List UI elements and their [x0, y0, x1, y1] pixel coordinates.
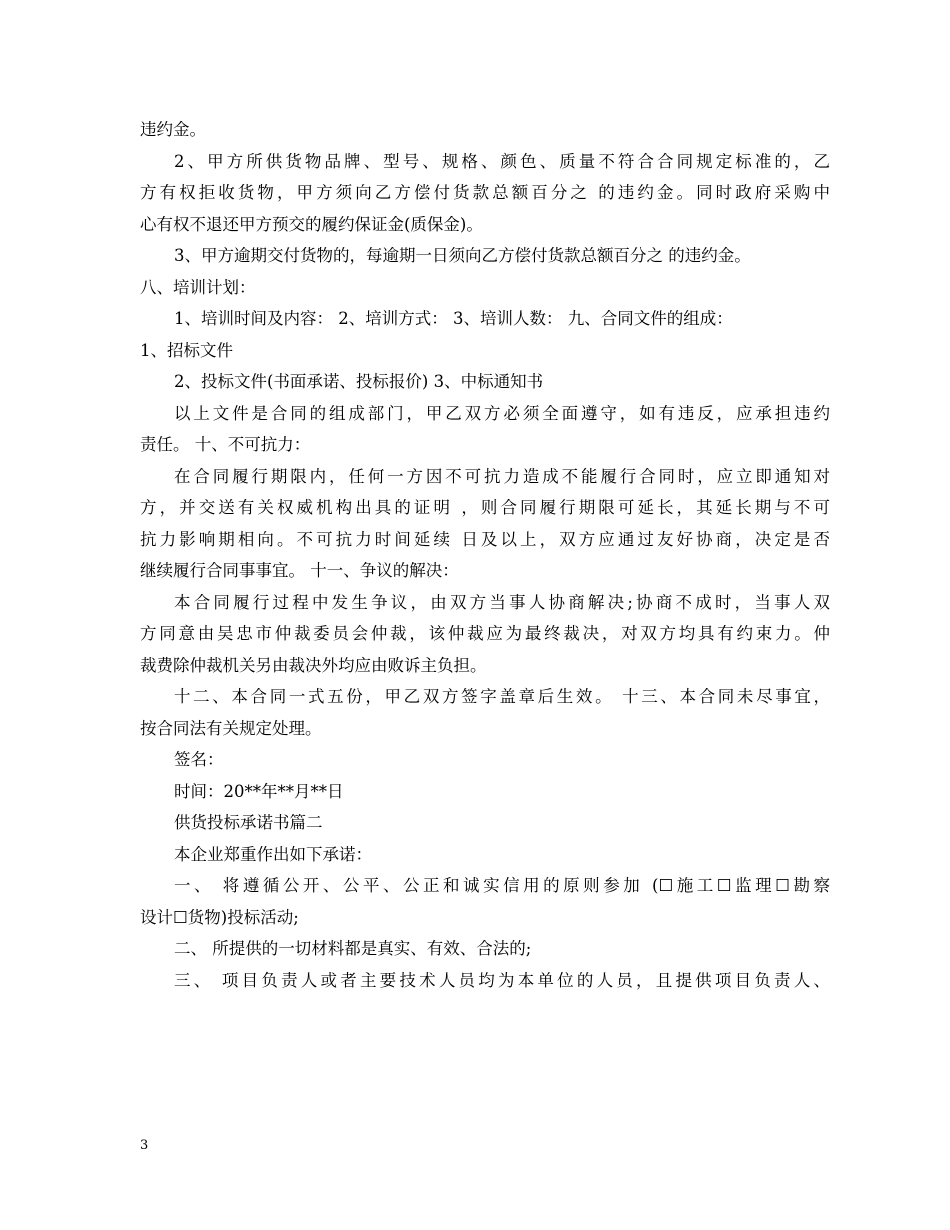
page-number: 3 [140, 1138, 149, 1153]
document-body [140, 114, 830, 996]
text-line: 十二、本合同一式五份，甲乙双方签字盖章后生效。 十三、本合同未尽事宜， [174, 687, 830, 706]
text-line: 心有权不退还甲方预交的履约保证金(质保金)。 [140, 214, 483, 234]
text-line: 以上文件是合同的组成部门，甲乙双方必须全面遵守，如有违反，应承担违约 [174, 403, 830, 423]
text-line: 设计☐货物)投标活动; [140, 907, 299, 927]
text-line: 继续履行合同事事宜。 十一、争议的解决： [140, 561, 459, 580]
text-line: 方，并交送有关权威机构出具的证明 ，则合同履行期限可延长，其延长期与不可 [140, 498, 830, 517]
date-line: 时间：20**年**月**日 [174, 781, 344, 801]
text-line: 2、甲方所供货物品牌、型号、规格、颜色、质量不符合合同规定标准的，乙 [174, 151, 830, 171]
section-title: 供货投标承诺书篇二 [174, 813, 323, 832]
text-line: 抗力影响期相向。不可抗力时间延续 日及以上，双方应通过友好协商，决定是否 [140, 529, 830, 549]
text-line: 方有权拒收货物，甲方须向乙方偿付货款总额百分之 的违约金。同时政府采购中 [140, 183, 830, 202]
section-heading: 八、培训计划： [140, 277, 256, 297]
text-line: 本合同履行过程中发生争议，由双方当事人协商解决;协商不成时，当事人双 [174, 592, 830, 612]
text-line: 1、培训时间及内容： 2、培训方式： 3、培训人数： 九、合同文件的组成： [174, 309, 733, 328]
signature-label: 签名： [174, 750, 224, 769]
text-line: 三、 项目负责人或者主要技术人员均为本单位的人员，且提供项目负责人、 [174, 970, 830, 990]
text-line: 裁费除仲裁机关另由裁决外均应由败诉主负担。 [140, 655, 487, 675]
text-line: 2、投标文件(书面承诺、投标报价) 3、中标通知书 [174, 372, 544, 391]
text-line: 按合同法有关规定处理。 [140, 718, 322, 738]
text-line: 方同意由吴忠市仲裁委员会仲裁，该仲裁应为最终裁决，对双方均具有约束力。仲 [140, 624, 830, 643]
text-line: 3、甲方逾期交付货物的，每逾期一日须向乙方偿付货款总额百分之 的违约金。 [174, 246, 751, 265]
text-line: 一、 将遵循公开、公平、公正和诚实信用的原则参加 (☐施工☐监理☐勘察 [174, 876, 830, 895]
text-line: 1、招标文件 [140, 340, 233, 360]
text-line: 本企业郑重作出如下承诺： [174, 844, 372, 864]
text-line: 违约金。 [140, 120, 206, 139]
text-line: 在合同履行期限内，任何一方因不可抗力造成不能履行合同时，应立即通知对 [174, 466, 830, 486]
text-line: 责任。 十、不可抗力： [140, 435, 311, 454]
text-line: 二、 所提供的一切材料都是真实、有效、合法的; [174, 939, 532, 958]
